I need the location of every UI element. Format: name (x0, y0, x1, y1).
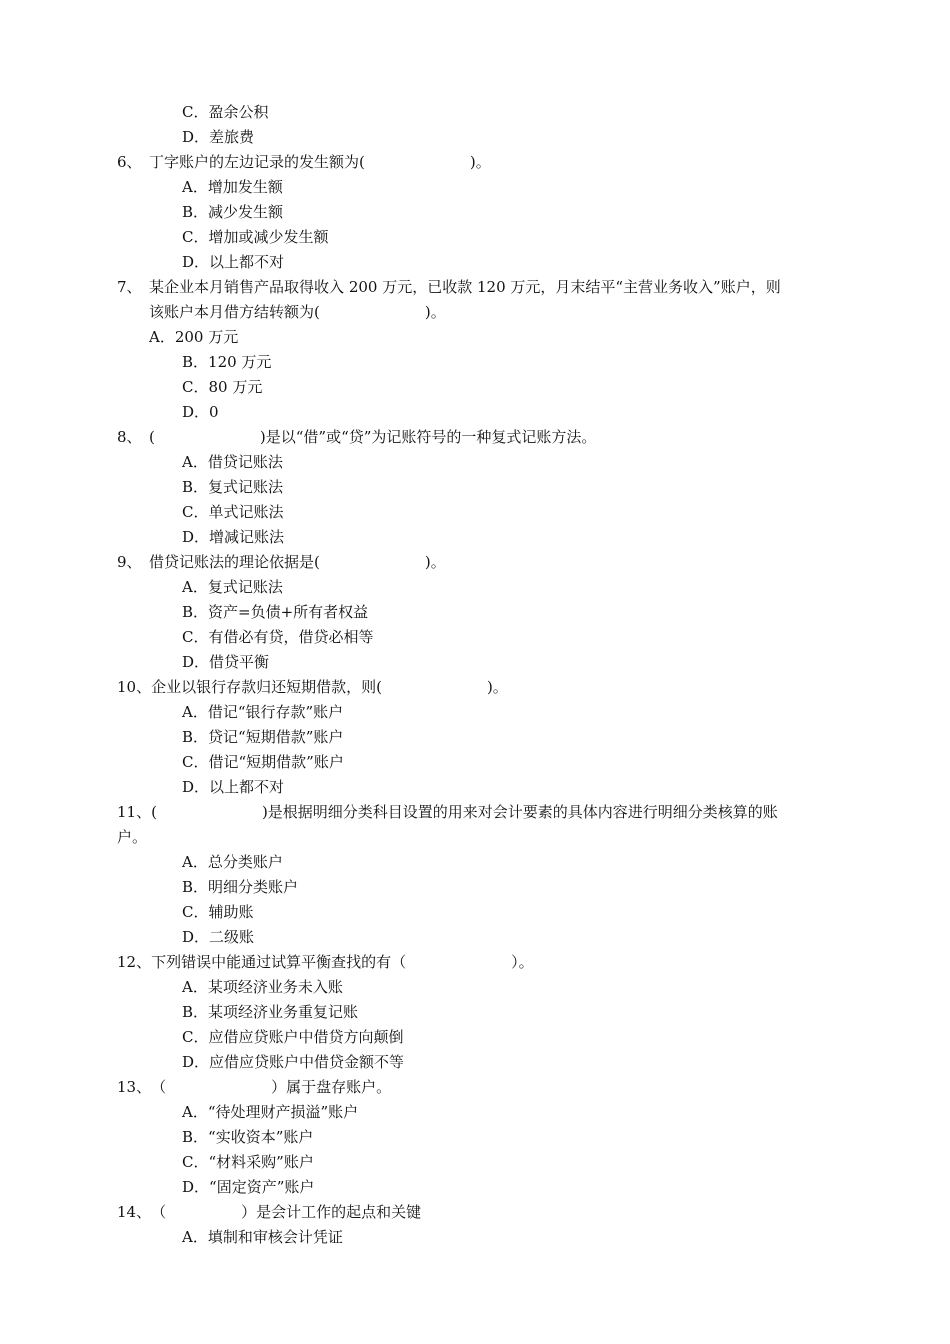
question-line: 13、 （ ）属于盘存账户。 (117, 1078, 392, 1096)
option-line: C．盈余公积 (182, 103, 269, 121)
option-line: C．增加或减少发生额 (182, 228, 329, 246)
option-line: D．增减记账法 (182, 528, 285, 546)
option-line: C．辅助账 (182, 903, 254, 921)
option-line: D．二级账 (182, 928, 255, 946)
question-continuation: 户。 (117, 828, 148, 846)
option-line: A．借贷记账法 (182, 453, 283, 471)
question-line: 10、企业以银行存款归还短期借款，则( )。 (117, 678, 508, 696)
option-line: A．某项经济业务未入账 (182, 978, 343, 996)
option-line: B．明细分类账户 (182, 878, 299, 896)
option-line: A．200 万元 (149, 328, 239, 346)
option-line: C．80 万元 (182, 378, 263, 396)
option-line: A．“待处理财产损溢”账户 (182, 1103, 359, 1121)
question-line: 12、下列错误中能通过试算平衡查找的有（ ）。 (117, 953, 534, 971)
question-continuation: 该账户本月借方结转额为( )。 (149, 303, 446, 321)
option-line: B．减少发生额 (182, 203, 284, 221)
option-line: C．“材料采购”账户 (182, 1153, 314, 1171)
question-line: 6、 丁字账户的左边记录的发生额为( )。 (117, 153, 491, 171)
option-line: B．资产=负债+所有者权益 (182, 603, 369, 621)
question-line: 9、 借贷记账法的理论依据是( )。 (117, 553, 446, 571)
option-line: D．以上都不对 (182, 778, 285, 796)
question-line: 14、 （ ）是会计工作的起点和关键 (117, 1203, 422, 1221)
option-line: A．借记“银行存款”账户 (182, 703, 344, 721)
option-line: B．复式记账法 (182, 478, 284, 496)
question-line: 11、( )是根据明细分类科目设置的用来对会计要素的具体内容进行明细分类核算的账 (117, 803, 778, 821)
option-line: D．差旅费 (182, 128, 255, 146)
option-line: B．120 万元 (182, 353, 272, 371)
option-line: B．“实收资本”账户 (182, 1128, 314, 1146)
option-line: C．借记“短期借款”账户 (182, 753, 344, 771)
option-line: D．借贷平衡 (182, 653, 270, 671)
option-line: D．应借应贷账户中借贷金额不等 (182, 1053, 405, 1071)
option-line: B．某项经济业务重复记账 (182, 1003, 359, 1021)
option-line: A．增加发生额 (182, 178, 283, 196)
option-line: A．填制和审核会计凭证 (182, 1228, 343, 1246)
option-line: D．0 (182, 403, 219, 421)
option-line: D．以上都不对 (182, 253, 285, 271)
option-line: A．总分类账户 (182, 853, 283, 871)
option-line: C．单式记账法 (182, 503, 284, 521)
option-line: A．复式记账法 (182, 578, 283, 596)
option-line: C．有借必有贷，借贷必相等 (182, 628, 374, 646)
question-line: 7、 某企业本月销售产品取得收入 200 万元，已收款 120 万元，月末结平“主营业务收入”账户，则 (117, 278, 781, 296)
option-line: C．应借应贷账户中借贷方向颠倒 (182, 1028, 404, 1046)
option-line: D．“固定资产”账户 (182, 1178, 315, 1196)
question-line: 8、 ( )是以“借”或“贷”为记账符号的一种复式记账方法。 (117, 428, 597, 446)
option-line: B．贷记“短期借款”账户 (182, 728, 344, 746)
